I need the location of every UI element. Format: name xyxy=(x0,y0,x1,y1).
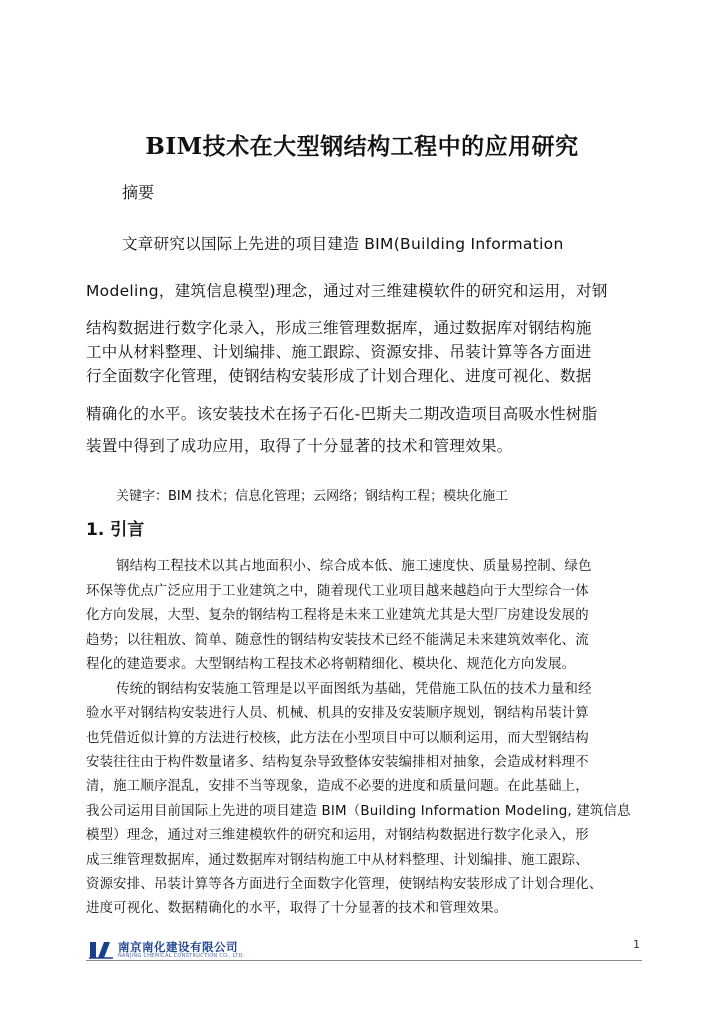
body-line: 安装往往由于构件数量诸多、结构复杂导致整体安装编排相对抽象，会造成材料理不 xyxy=(86,755,589,770)
abstract-heading: 摘要 xyxy=(122,183,155,202)
company-name-en: NANJING CHEMICAL CONSTRUCTION CO., LTD. xyxy=(118,953,245,959)
body-line: 也凭借近似计算的方法进行校核，此方法在小型项目中可以顺利运用，而大型钢结构 xyxy=(86,731,589,746)
body-line: 资源安排、吊装计算等各方面进行全面数字化管理，使钢结构安装形成了计划合理化、 xyxy=(86,877,603,892)
body-line: 传统的钢结构安装施工管理是以平面图纸为基础，凭借施工队伍的技术力量和经 xyxy=(116,682,592,697)
company-name-cn: 南京南化建设有限公司 xyxy=(118,940,238,954)
document-title: BIM技术在大型钢结构工程中的应用研究 xyxy=(145,133,579,160)
body-line: 成三维管理数据库，通过数据库对钢结构施工中从材料整理、计划编排、施工跟踪、 xyxy=(86,853,589,868)
abstract-line: 装置中得到了成功应用，取得了十分显著的技术和管理效果。 xyxy=(86,437,513,455)
abstract-line: 文章研究以国际上先进的项目建造 BIM(Building Information xyxy=(122,235,564,253)
abstract-line: 结构数据进行数字化录入，形成三维管理数据库，通过数据库对钢结构施 xyxy=(86,319,592,337)
body-line: 清，施工顺序混乱，安排不当等现象，造成不必要的进度和质量问题。在此基础上， xyxy=(86,779,589,794)
body-line: 验水平对钢结构安装进行人员、机械、机具的安排及安装顺序规划，钢结构吊装计算 xyxy=(86,706,589,721)
body-line: 趋势；以往粗放、简单、随意性的钢结构安装技术已经不能满足未来建筑效率化、流 xyxy=(86,633,589,648)
body-line: 钢结构工程技术以其占地面积小、综合成本低、施工速度快、质量易控制、绿色 xyxy=(116,559,592,574)
section-heading-introduction: 1. 引言 xyxy=(86,520,145,540)
body-line: 环保等优点广泛应用于工业建筑之中，随着现代工业项目越来越趋向于大型综合一体 xyxy=(86,584,589,599)
body-line: 程化的建造要求。大型钢结构工程技术必将朝精细化、模块化、规范化方向发展。 xyxy=(86,657,576,672)
body-line: 我公司运用目前国际上先进的项目建造 BIM（Building Information Modeling, 建筑信息 xyxy=(86,804,631,819)
footer-divider xyxy=(86,960,642,961)
body-line: 进度可视化、数据精确化的水平，取得了十分显著的技术和管理效果。 xyxy=(86,901,508,916)
company-logo-icon xyxy=(88,938,114,960)
abstract-line: 精确化的水平。该安装技术在扬子石化-巴斯夫二期改造项目高吸水性树脂 xyxy=(86,405,598,423)
abstract-line: Modeling，建筑信息模型)理念，通过对三维建模软件的研究和运用，对钢 xyxy=(86,282,608,300)
page-number: 1 xyxy=(633,938,640,951)
body-line: 化方向发展，大型、复杂的钢结构工程将是未来工业建筑尤其是大型厂房建设发展的 xyxy=(86,608,589,623)
abstract-line: 行全面数字化管理，使钢结构安装形成了计划合理化、进度可视化、数据 xyxy=(86,367,592,385)
keywords-line: 关键字：BIM 技术；信息化管理；云网络；钢结构工程；模块化施工 xyxy=(116,489,509,504)
abstract-line: 工中从材料整理、计划编排、施工跟踪、资源安排、吊装计算等各方面进 xyxy=(86,343,592,361)
body-line: 模型）理念，通过对三维建模软件的研究和运用，对钢结构数据进行数字化录入，形 xyxy=(86,828,589,843)
